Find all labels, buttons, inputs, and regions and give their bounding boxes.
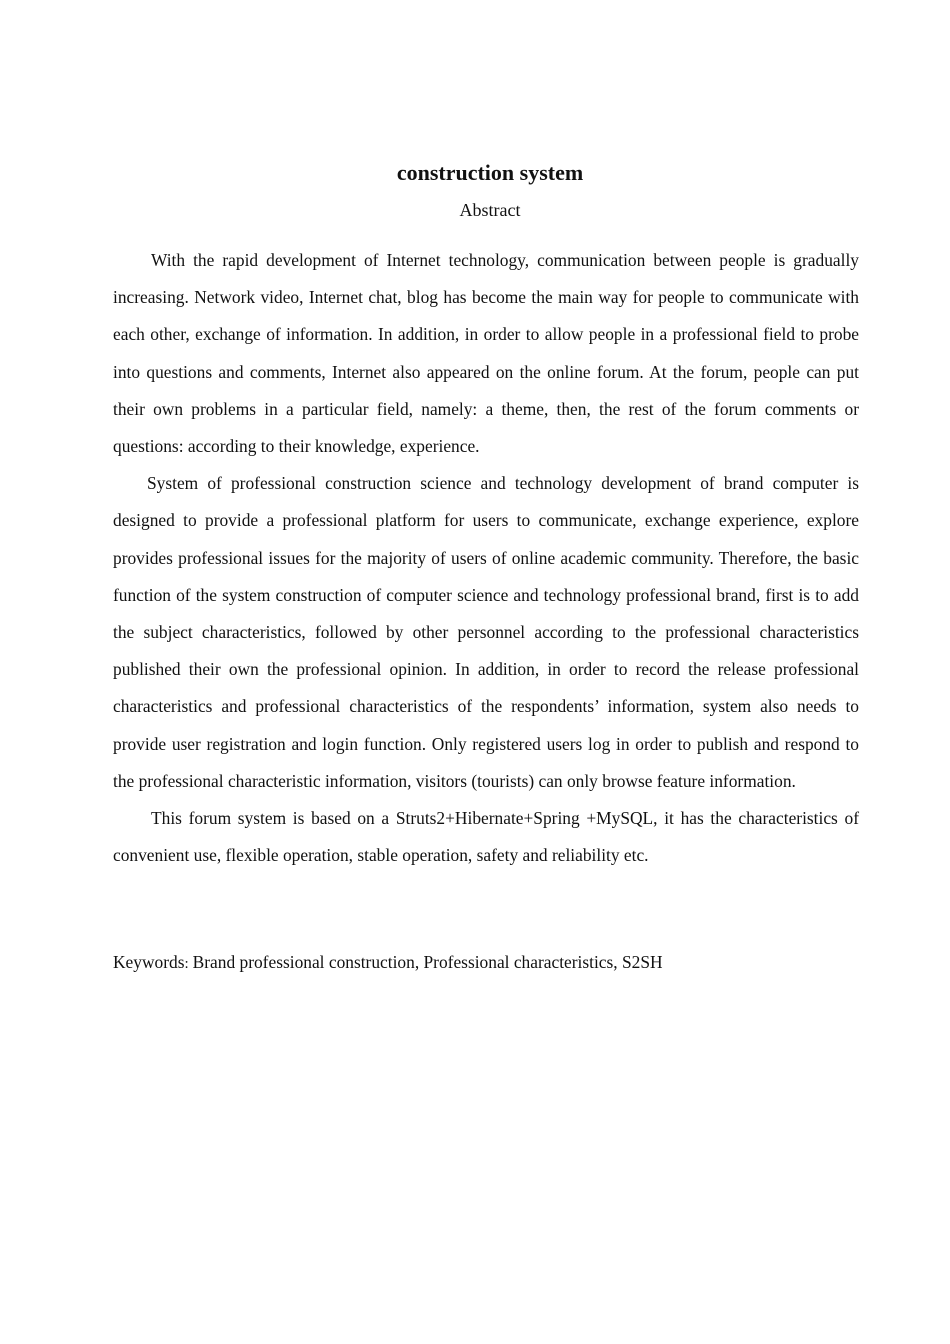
abstract-paragraph-3: This forum system is based on a Struts2+Hibernate+Spring +MySQL, it has the characteristics of convenient use, flexible operation, stable operation, safety and reliability etc.: [113, 808, 859, 866]
abstract-body: [113, 242, 859, 874]
keywords-line: [113, 948, 859, 978]
keywords-label: Keywords: [113, 952, 185, 972]
keywords-text: Brand professional construction, Professional characteristics, S2SH: [192, 952, 663, 972]
keywords-colon: :: [184, 956, 189, 972]
abstract-paragraph-1: With the rapid development of Internet technology, communication between people is gradually increasing. Network video, Internet chat, blog has become the main way for people to communicate with each other, exchange of information. In addition, in order to allow people in a professional field to probe into questions and comments, Internet also appeared on the online forum. At the forum, people can put their own problems in a particular field, namely: a theme, then, the rest of the forum comments or questions: according to their knowledge, experience.: [113, 250, 859, 457]
document-title: construction system: [396, 160, 584, 185]
abstract-paragraph-2: System of professional construction science and technology development of brand computer is designed to provide a professional platform for users to communicate, exchange experience, explore provides professional issues for the majority of users of online academic community. Therefore, the basic function of the system construction of computer science and technology professional brand, first is to add the subject characteristics, followed by other personnel according to the professional characteristics published their own the professional opinion. In addition, in order to record the release professional characteristics and professional characteristics of the respondents’ information, system also needs to provide user registration and login function. Only registered users log in order to publish and respond to the professional characteristic information, visitors (tourists) can only browse feature information.: [113, 473, 859, 791]
abstract-heading: Abstract: [459, 200, 521, 220]
